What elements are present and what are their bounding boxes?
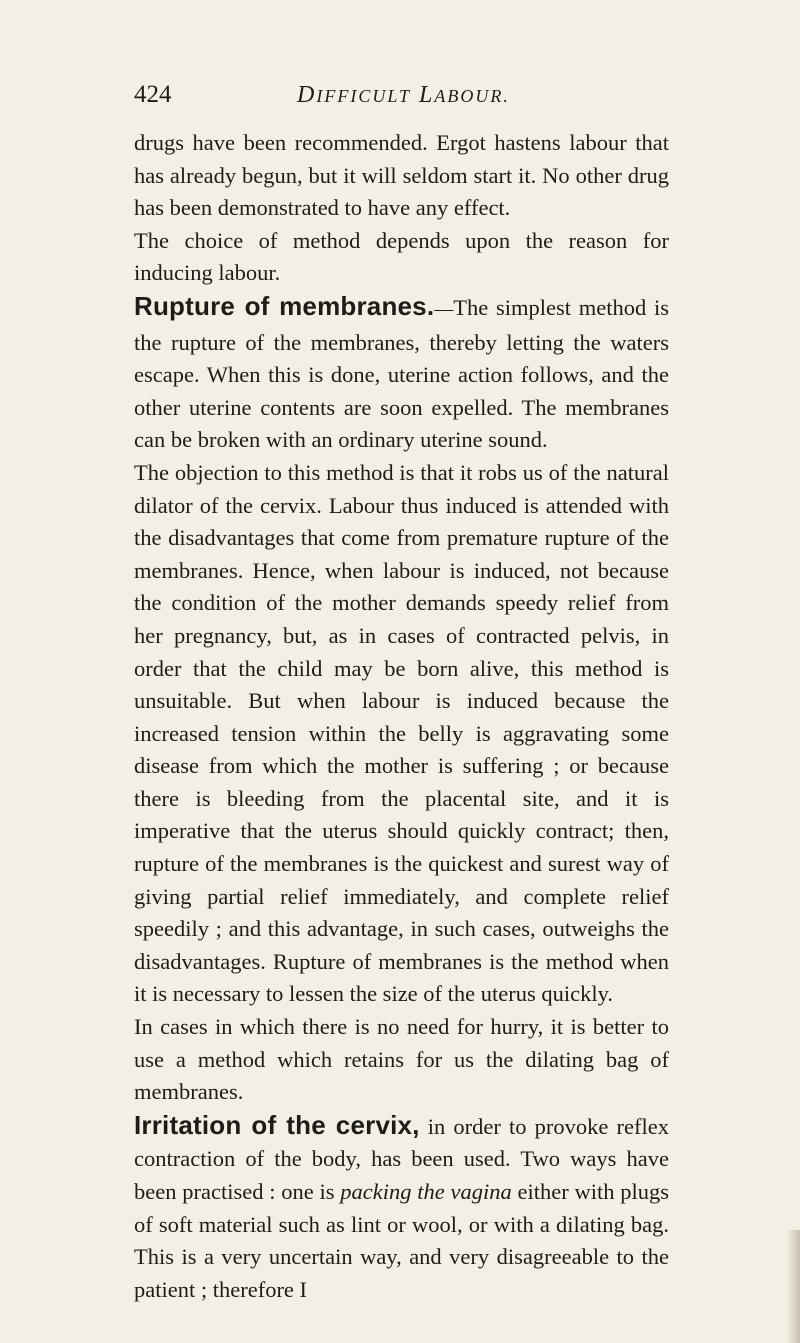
section-heading-rupture: Rupture of membranes. [134, 290, 435, 321]
page-edge-shadow [786, 1230, 800, 1343]
paragraph-irritation [134, 1109, 669, 1307]
paragraph-irritation-text-a: in order to provoke reflex contraction of the body, has been used. Two ways have been practised : one is [134, 1113, 669, 1204]
paragraph-objection: The objection to this method is that it robs us of the natural dilator of the cervix. Labour thus induced is attended with the disadvantages that come from premature rupture of the membranes. Hence, when labour is induced, not because the condition of the mother demands speedy relief from her pregnancy, but, as in cases of contracted pelvis, in order that the child may be born alive, this method is unsuitable. But when labour is induced because the increased tension within the belly is aggravating some disease from which the mother is suffering ; or because there is bleeding from the placental site, and it is imperative that the uterus should quickly contract; then, rupture of the membranes is the quickest and surest way of giving partial relief immediately, and complete relief speedily ; and this advantage, in such cases, outweighs the disadvantages. Rupture of membranes is the method when it is necessary to lessen the size of the uterus quickly. [134, 459, 669, 1007]
paragraph-rupture [134, 290, 669, 457]
paragraph-irritation-italic: packing the vagina [340, 1179, 512, 1204]
paragraph-choice-of-method [134, 225, 669, 290]
running-title-rest-2: ABOUR. [434, 86, 510, 106]
paragraph-irritation-text-b: either with plugs of soft material such as lint or wool, or with a dilating bag. This is a very uncertain way, and very disagreeable to the patient ; therefore I [134, 1179, 669, 1302]
paragraph-rupture-text: The simplest method is the rupture of the membranes, thereby letting the waters escape. When this is done, uterine action follows, and the other uterine contents are soon expelled. The membranes can be broken with an ordinary uterine sound. [134, 294, 670, 453]
heading-dash: — [434, 298, 454, 320]
page-header [0, 78, 800, 118]
section-heading-irritation: Irritation of the cervix, [134, 1109, 420, 1140]
running-title-rest-1: IFFICULT [316, 86, 411, 106]
running-title [297, 78, 597, 113]
paragraph-no-hurry: In cases in which there is no need for hurry, it is better to use a method which retains for us the dilating bag of membranes. [134, 1014, 669, 1105]
body-text [134, 127, 669, 1306]
running-title-initial-1: D [297, 82, 317, 108]
running-title-initial-2: L [419, 82, 435, 108]
paragraph-drugs: drugs have been recommended. Ergot hastens labour that has already begun, but it will seldom start it. No other drug has been demonstrated to have any effect. [134, 130, 669, 221]
paragraph-choice-text: The choice of method depends upon the reason for inducing labour. [134, 227, 669, 286]
page-number: 424 [134, 81, 172, 108]
